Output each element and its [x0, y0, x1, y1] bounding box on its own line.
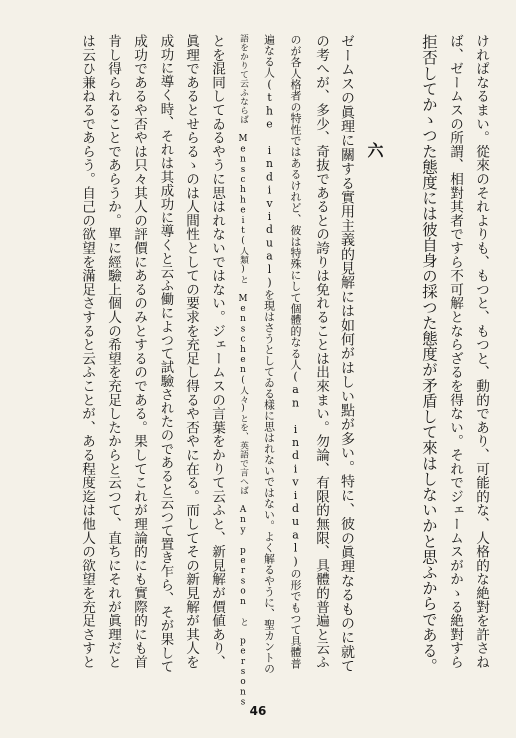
- text-column: 成功であるや否やは只々其人の評價にあるのみとするのである。果してこれが理論的にも實際的にも首: [131, 34, 147, 669]
- text-column: 眞理であるとせらるゝのは人間性としての要求を充足し得るや否やに在る。而してその新見解が其人を: [183, 34, 199, 669]
- text-column: ば、ゼームスの所謂、相對其者ですら不可解とならざるを得ない。それでジェームスがかゝる絶對すら: [447, 34, 463, 669]
- text-column: は云ひ兼ねるであらう。自己の欲望を滿足さすると云ふことが、ある程度迄は他人の欲望を充足さすと: [79, 34, 95, 669]
- page-number: 46: [249, 704, 267, 718]
- text-column: ゼームスの眞理に關する實用主義的見解には如何がはしい點が多い。特に、彼の眞理なるものに就て: [339, 34, 355, 673]
- text-column: けれぱなるまい。從來のそれよりも、もつと、もつと、動的であり、可能的な、人格的な絶對を許さね: [473, 34, 489, 669]
- text-column: とを混同してゐるやうに思はれないではない。ジェームスの言葉をかりて云ふと、新見解が價値あり、: [209, 34, 225, 669]
- section-heading: 六: [365, 142, 384, 158]
- text-column: 拒否してかゝつた態度には彼自身の採つた態度が矛盾して來はしないかと思ふからである。: [420, 34, 438, 674]
- text-column: のが各人格者の特性ではあるけれど、彼は特殊にして個體的なる人(an individual)の形でもつて具體普: [289, 34, 302, 669]
- text-column: 遍なる人(the individual)を現はさうとしてゐる樣に思はれないではない。よく解るやうに、聖カントの: [263, 34, 276, 675]
- text-column: 肯し得られることであらうか。單に經驗上個人の希望を充足したからと云つて、直ちにそれが眞理だと: [105, 34, 121, 669]
- text-column: の考へが、多少、奇抜であるとの誇りは免れることは出來まい。勿論、有限的無限、具體的普遍と云ふ: [313, 34, 329, 669]
- text-column: 語をかりて云ふならば Menschheit(人類)と Menschen(人々)とを、英語で言へば Any person と persons: [238, 34, 248, 708]
- text-column: 成功に導く時、それは其成功に導くと云ふ働によつて試驗されたのであると云つて置き乍ら、そが果して: [158, 34, 173, 674]
